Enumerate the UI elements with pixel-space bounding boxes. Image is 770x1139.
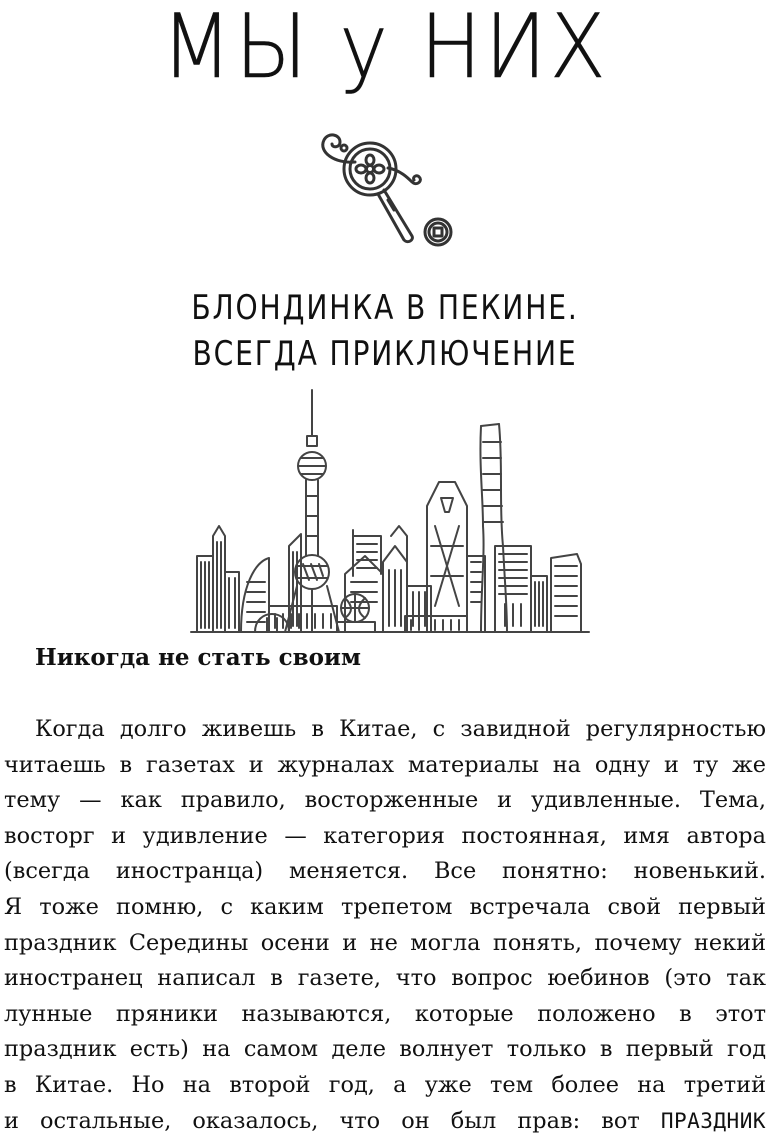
section-title (31, 285, 739, 377)
body-paragraph (4, 712, 766, 1139)
text-line: тему — как правило, восторженные и удивленные. Тема, (4, 787, 766, 814)
rattle-drum-icon (300, 124, 470, 264)
text-line-last-start: и остальные, оказалось, что он был прав: вот (4, 1107, 640, 1134)
text-line: лунные пряники называются, которые положено в этот (4, 1000, 766, 1027)
text-line: Я тоже помню, с каким трепетом встречала свой первый (4, 893, 766, 920)
section-title-line-2: ВСЕГДА ПРИКЛЮЧЕНИЕ (192, 334, 578, 374)
text-line: праздник есть) на самом деле волнует только в первый год (4, 1036, 766, 1063)
text-line: Когда долго живешь в Китае, с завидной регулярностью (35, 716, 766, 742)
text-line: читаешь в газетах и журналах материалы на одну и ту же (4, 751, 766, 778)
text-line: в Китае. Но на второй год, а уже тем более на третий (4, 1071, 766, 1098)
city-skyline-illustration (185, 386, 595, 638)
text-line: праздник Середины осени и не могла понять, почему некий (4, 929, 766, 956)
subheading: Никогда не стать своим (35, 644, 361, 671)
tail-word: ПРАЗДНИК (660, 1108, 766, 1133)
text-line-last (4, 1104, 766, 1139)
chapter-title: МЫ у НИХ (161, 0, 609, 99)
text-line: (всегда иностранца) меняется. Все понятно: новенький. (4, 858, 766, 885)
text-line: восторг и удивление — категория постоянная, имя автора (4, 822, 766, 849)
section-title-line-1: БЛОНДИНКА В ПЕКИНЕ. (191, 288, 579, 328)
text-line: иностранец написал в газете, что вопрос юебинов (это так (4, 965, 766, 992)
